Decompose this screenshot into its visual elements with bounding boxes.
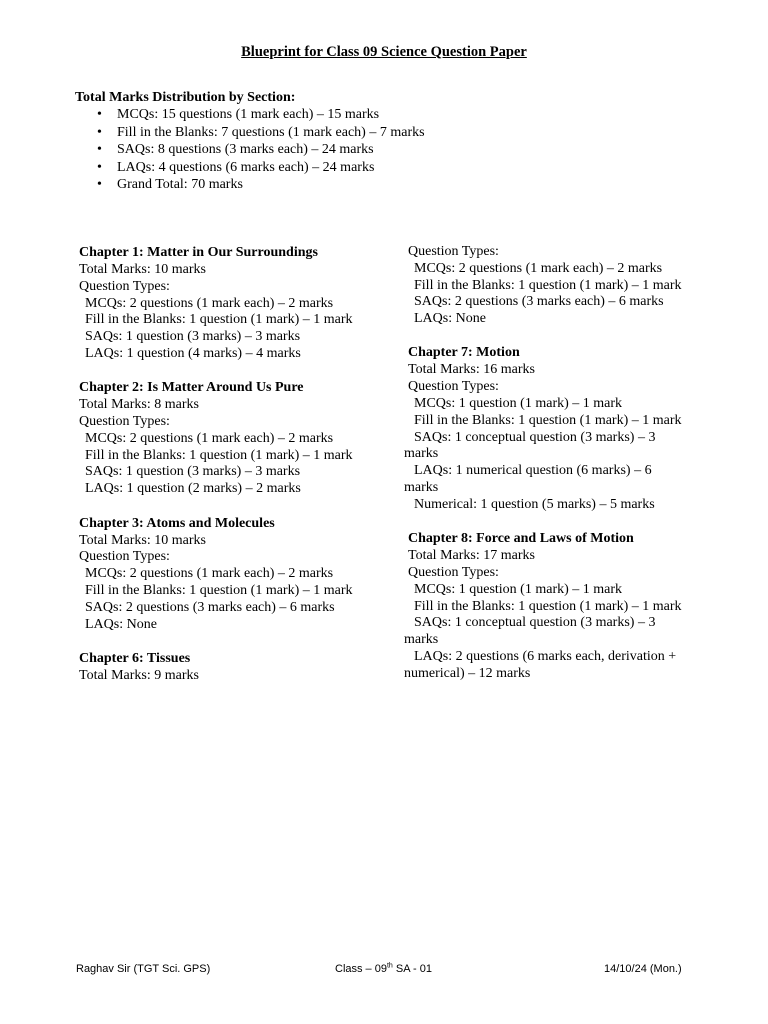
chapters-right-column bbox=[404, 244, 704, 699]
distribution-item: • Fill in the Blanks: 7 questions (1 mark each) – 7 marks bbox=[75, 124, 695, 142]
chapters-left-column bbox=[79, 244, 389, 701]
distribution-item: • Grand Total: 70 marks bbox=[75, 176, 695, 194]
chapter-total-marks: Total Marks: 9 marks bbox=[79, 667, 199, 683]
chapter-title: Chapter 8: Force and Laws of Motion bbox=[408, 531, 634, 547]
document-title: Blueprint for Class 09 Science Question Paper bbox=[241, 44, 527, 60]
question-types-label: Question Types: bbox=[79, 278, 170, 294]
distribution-item: • SAQs: 8 questions (3 marks each) – 24 marks bbox=[75, 141, 695, 159]
question-type-item: SAQs: 1 conceptual question (3 marks) – 3 bbox=[414, 429, 656, 445]
question-type-item: SAQs: 1 conceptual question (3 marks) – 3 bbox=[414, 615, 656, 631]
page-footer bbox=[0, 963, 768, 979]
question-type-item: SAQs: 1 question (3 marks) – 3 marks bbox=[85, 464, 301, 480]
question-type-item-wrap: marks bbox=[404, 446, 439, 462]
footer-class-suffix: SA - 01 bbox=[392, 963, 432, 975]
question-type-item: LAQs: 1 numerical question (6 marks) – 6 bbox=[414, 463, 652, 479]
question-type-item-wrap: numerical) – 12 marks bbox=[404, 665, 531, 681]
question-type-item: Fill in the Blanks: 1 question (1 mark) – 1 mark bbox=[85, 312, 353, 328]
question-type-item: MCQs: 2 questions (1 mark each) – 2 marks bbox=[85, 430, 334, 446]
question-type-item: MCQs: 2 questions (1 mark each) – 2 marks bbox=[85, 566, 334, 582]
question-type-item-wrap: marks bbox=[404, 480, 439, 496]
question-types-label: Question Types: bbox=[79, 549, 170, 565]
question-type-item: LAQs: None bbox=[414, 311, 486, 327]
distribution-item: • LAQs: 4 questions (6 marks each) – 24 marks bbox=[75, 159, 695, 177]
question-type-item: SAQs: 2 questions (3 marks each) – 6 marks bbox=[85, 599, 335, 615]
chapter-title: Chapter 2: Is Matter Around Us Pure bbox=[79, 380, 304, 396]
chapter-7 bbox=[404, 344, 704, 513]
marks-distribution bbox=[75, 89, 695, 194]
question-type-item: LAQs: None bbox=[85, 616, 157, 632]
chapter-total-marks: Total Marks: 17 marks bbox=[408, 548, 535, 564]
question-type-item: Fill in the Blanks: 1 question (1 mark) – 1 mark bbox=[85, 447, 353, 463]
distribution-heading: Total Marks Distribution by Section: bbox=[75, 90, 296, 105]
chapter-title: Chapter 3: Atoms and Molecules bbox=[79, 515, 275, 531]
chapter-2 bbox=[79, 379, 389, 498]
chapter-1 bbox=[79, 244, 389, 363]
question-type-item: LAQs: 2 questions (6 marks each, derivation + bbox=[414, 648, 677, 664]
question-type-item: Numerical: 1 question (5 marks) – 5 marks bbox=[414, 496, 655, 512]
chapter-6-continued bbox=[404, 244, 704, 328]
question-type-item-wrap: marks bbox=[404, 632, 439, 648]
question-type-item: MCQs: 2 questions (1 mark each) – 2 marks bbox=[85, 295, 334, 311]
chapter-title: Chapter 6: Tissues bbox=[79, 650, 191, 666]
chapter-total-marks: Total Marks: 16 marks bbox=[408, 362, 535, 378]
chapter-total-marks: Total Marks: 8 marks bbox=[79, 397, 199, 413]
question-type-item: Fill in the Blanks: 1 question (1 mark) – 1 mark bbox=[85, 582, 353, 598]
chapter-total-marks: Total Marks: 10 marks bbox=[79, 532, 206, 548]
question-type-item: MCQs: 1 question (1 mark) – 1 mark bbox=[414, 396, 623, 412]
footer-class-sup: th bbox=[386, 962, 393, 970]
question-type-item: SAQs: 1 question (3 marks) – 3 marks bbox=[85, 329, 301, 345]
distribution-item: • MCQs: 15 questions (1 mark each) – 15 marks bbox=[75, 106, 695, 124]
question-type-item: SAQs: 2 questions (3 marks each) – 6 marks bbox=[414, 294, 664, 310]
footer-date: 14/10/24 (Mon.) bbox=[604, 963, 682, 975]
question-types-label: Question Types: bbox=[408, 564, 499, 580]
question-type-item: LAQs: 1 question (4 marks) – 4 marks bbox=[85, 345, 301, 361]
chapter-total-marks: Total Marks: 10 marks bbox=[79, 262, 206, 277]
chapter-8 bbox=[404, 530, 704, 682]
question-type-item: MCQs: 2 questions (1 mark each) – 2 marks bbox=[414, 260, 663, 276]
chapter-title: Chapter 1: Matter in Our Surroundings bbox=[79, 245, 318, 260]
footer-class bbox=[335, 963, 432, 975]
chapter-title: Chapter 7: Motion bbox=[408, 345, 520, 361]
question-types-label: Question Types: bbox=[408, 379, 499, 395]
chapter-3 bbox=[79, 515, 389, 634]
question-type-item: MCQs: 1 question (1 mark) – 1 mark bbox=[414, 581, 623, 597]
question-type-item: Fill in the Blanks: 1 question (1 mark) – 1 mark bbox=[414, 277, 682, 293]
question-types-label: Question Types: bbox=[408, 244, 499, 259]
question-types-label: Question Types: bbox=[79, 414, 170, 430]
question-type-item: Fill in the Blanks: 1 question (1 mark) – 1 mark bbox=[414, 598, 682, 614]
question-type-item: LAQs: 1 question (2 marks) – 2 marks bbox=[85, 481, 301, 497]
chapter-6 bbox=[79, 650, 389, 685]
footer-class-text: Class – 09 bbox=[335, 963, 387, 975]
distribution-list bbox=[75, 106, 695, 194]
question-type-item: Fill in the Blanks: 1 question (1 mark) – 1 mark bbox=[414, 412, 682, 428]
footer-author: Raghav Sir (TGT Sci. GPS) bbox=[76, 963, 211, 975]
